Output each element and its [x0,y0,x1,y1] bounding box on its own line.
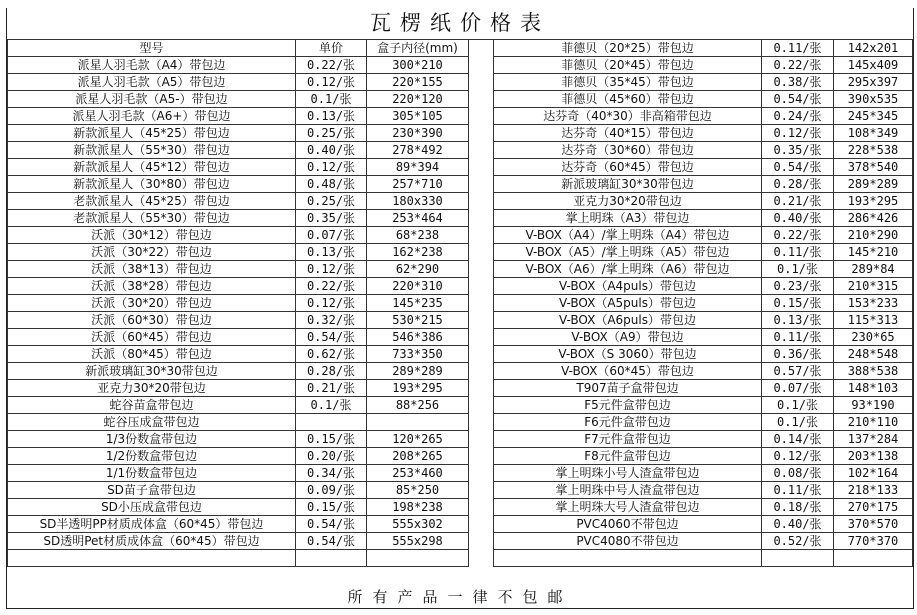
right-price-cell [762,550,834,567]
left-size-cell: 253*464 [367,210,469,227]
left-price-cell: 0.15/张 [296,499,367,516]
column-gap [469,108,494,125]
right-price-cell: 0.08/张 [762,465,834,482]
right-size-cell: 93*190 [834,397,913,414]
right-model-cell: PVC4080不带包边 [494,533,762,550]
column-gap [469,516,494,533]
right-price-cell: 0.21/张 [762,193,834,210]
right-size-cell: 770*370 [834,533,913,550]
header-size-left: 盒子内径(mm) [367,40,469,57]
table-row [8,295,913,312]
right-size-cell: 228*538 [834,142,913,159]
left-price-cell: 0.09/张 [296,482,367,499]
right-size-cell: 286*426 [834,210,913,227]
column-gap [469,176,494,193]
right-price-cell: 0.12/张 [762,448,834,465]
table-row [8,346,913,363]
table-row [8,312,913,329]
right-size-cell [834,550,913,567]
right-model-cell: 达芬奇（40*15）带包边 [494,125,762,142]
left-model-cell: SD小压成盒带包边 [8,499,296,516]
left-price-cell: 0.32/张 [296,312,367,329]
right-model-cell: F5元件盒带包边 [494,397,762,414]
right-size-cell: 142x201 [834,40,913,57]
table-row [8,465,913,482]
left-size-cell: 89*394 [367,159,469,176]
table-row [8,482,913,499]
table-row [8,91,913,108]
right-size-cell: 210*290 [834,227,913,244]
left-size-cell [367,550,469,567]
right-model-cell: 菲德贝（20*45）带包边 [494,57,762,74]
left-size-cell: 68*238 [367,227,469,244]
table-row [8,533,913,550]
column-gap [469,550,494,567]
right-size-cell: 153*233 [834,295,913,312]
column-gap [469,91,494,108]
right-model-cell: F6元件盒带包边 [494,414,762,431]
column-gap [469,261,494,278]
right-model-cell: V-BOX（S 3060）带包边 [494,346,762,363]
left-size-cell: 85*250 [367,482,469,499]
left-size-cell: 305*105 [367,108,469,125]
table-row [8,380,913,397]
column-gap [469,227,494,244]
left-size-cell: 62*290 [367,261,469,278]
left-price-cell: 0.48/张 [296,176,367,193]
table-row [8,193,913,210]
right-model-cell: 达芬奇（30*60）带包边 [494,142,762,159]
right-size-cell: 115*313 [834,312,913,329]
right-price-cell: 0.1/张 [762,261,834,278]
right-price-cell: 0.24/张 [762,108,834,125]
table-row [8,397,913,414]
column-gap [469,380,494,397]
left-size-cell: 253*460 [367,465,469,482]
header-row [8,40,913,57]
right-size-cell: 203*138 [834,448,913,465]
column-gap [469,210,494,227]
left-size-cell: 300*210 [367,57,469,74]
column-gap [469,57,494,74]
table-row [8,329,913,346]
right-size-cell: 390x535 [834,91,913,108]
left-price-cell: 0.12/张 [296,159,367,176]
left-price-cell: 0.35/张 [296,210,367,227]
right-model-cell: 掌上明珠（A3）带包边 [494,210,762,227]
left-size-cell: 230*390 [367,125,469,142]
left-price-cell: 0.13/张 [296,244,367,261]
left-model-cell: 沃派（30*22）带包边 [8,244,296,261]
column-gap [469,295,494,312]
right-size-cell: 388*538 [834,363,913,380]
column-gap [469,74,494,91]
right-price-cell: 0.07/张 [762,380,834,397]
table-row [8,414,913,431]
right-model-cell: 菲德贝（45*60）带包边 [494,91,762,108]
left-price-cell [296,550,367,567]
right-model-cell: 菲德贝（35*45）带包边 [494,74,762,91]
table-row [8,499,913,516]
left-model-cell: 派星人羽毛款（A6+）带包边 [8,108,296,125]
left-model-cell: 沃派（38*13）带包边 [8,261,296,278]
left-price-cell: 0.21/张 [296,380,367,397]
table-row [8,431,913,448]
left-model-cell: 亚克力30*20带包边 [8,380,296,397]
left-size-cell: 198*238 [367,499,469,516]
column-gap [469,329,494,346]
left-model-cell: 老款派星人（45*25）带包边 [8,193,296,210]
column-gap [469,397,494,414]
left-price-cell: 0.54/张 [296,533,367,550]
right-price-cell: 0.52/张 [762,533,834,550]
price-table [7,39,913,567]
left-model-cell: 蛇谷压成盒带包边 [8,414,296,431]
right-price-cell: 0.23/张 [762,278,834,295]
right-size-cell: 210*315 [834,278,913,295]
column-gap [469,40,494,57]
right-model-cell: 掌上明珠小号人渣盒带包边 [494,465,762,482]
left-model-cell: 新派玻璃缸30*30带包边 [8,363,296,380]
right-size-cell: 210*110 [834,414,913,431]
left-size-cell: 220*310 [367,278,469,295]
left-size-cell: 193*295 [367,380,469,397]
right-size-cell: 295x397 [834,74,913,91]
right-price-cell: 0.14/张 [762,431,834,448]
column-gap [469,363,494,380]
right-model-cell: 达芬奇（60*45）带包边 [494,159,762,176]
right-price-cell: 0.28/张 [762,176,834,193]
table-row [8,227,913,244]
price-sheet [6,8,914,609]
right-price-cell: 0.11/张 [762,482,834,499]
table-row [8,448,913,465]
right-price-cell: 0.13/张 [762,312,834,329]
right-price-cell: 0.22/张 [762,227,834,244]
right-price-cell: 0.11/张 [762,329,834,346]
right-model-cell: 掌上明珠大号人渣盒带包边 [494,499,762,516]
right-price-cell: 0.12/张 [762,125,834,142]
left-price-cell: 0.1/张 [296,91,367,108]
table-row [8,159,913,176]
column-gap [469,448,494,465]
column-gap [469,482,494,499]
left-size-cell: 555x298 [367,533,469,550]
left-model-cell: 沃派（30*20）带包边 [8,295,296,312]
left-model-cell: 派星人羽毛款（A4）带包边 [8,57,296,74]
column-gap [469,533,494,550]
table-row [8,516,913,533]
table-row [8,125,913,142]
right-size-cell: 193*295 [834,193,913,210]
left-model-cell: 新款派星人（55*30）带包边 [8,142,296,159]
right-model-cell: 新派玻璃缸30*30带包边 [494,176,762,193]
right-model-cell: V-BOX（A9）带包边 [494,329,762,346]
left-model-cell: 蛇谷苗盒带包边 [8,397,296,414]
column-gap [469,193,494,210]
left-model-cell: 沃派（38*28）带包边 [8,278,296,295]
right-size-cell: 378*540 [834,159,913,176]
left-model-cell: 老款派星人（55*30）带包边 [8,210,296,227]
left-price-cell: 0.12/张 [296,295,367,312]
sheet-title: 瓦楞纸价格表 [370,11,550,35]
right-size-cell: 137*284 [834,431,913,448]
right-price-cell: 0.15/张 [762,295,834,312]
table-row [8,142,913,159]
table-row [8,210,913,227]
right-size-cell: 245*345 [834,108,913,125]
right-model-cell: V-BOX（A6）/掌上明珠（A6）带包边 [494,261,762,278]
left-size-cell [367,414,469,431]
left-price-cell: 0.20/张 [296,448,367,465]
left-price-cell: 0.54/张 [296,329,367,346]
left-size-cell: 120*265 [367,431,469,448]
right-model-cell: V-BOX（A6puls）带包边 [494,312,762,329]
footer-note: 所有产品一律不包邮 [347,588,573,606]
left-model-cell: SD苗子盒带包边 [8,482,296,499]
column-gap [469,346,494,363]
right-price-cell: 0.11/张 [762,244,834,261]
left-model-cell: 沃派（60*30）带包边 [8,312,296,329]
left-price-cell: 0.25/张 [296,193,367,210]
right-model-cell: 菲德贝（20*25）带包边 [494,40,762,57]
table-row [8,550,913,567]
right-price-cell: 0.18/张 [762,499,834,516]
left-price-cell: 0.12/张 [296,261,367,278]
left-size-cell: 220*155 [367,74,469,91]
left-price-cell: 0.12/张 [296,74,367,91]
left-size-cell: 289*289 [367,363,469,380]
table-row [8,244,913,261]
right-size-cell: 102*164 [834,465,913,482]
right-model-cell: T907苗子盒带包边 [494,380,762,397]
column-gap [469,312,494,329]
right-price-cell: 0.1/张 [762,414,834,431]
left-price-cell: 0.22/张 [296,278,367,295]
column-gap [469,278,494,295]
right-model-cell: 掌上明珠中号人渣盒带包边 [494,482,762,499]
header-price-left: 单价 [296,40,367,57]
left-model-cell: 1/2份数盒带包边 [8,448,296,465]
left-size-cell: 180x330 [367,193,469,210]
left-price-cell: 0.13/张 [296,108,367,125]
right-size-cell: 370*570 [834,516,913,533]
table-row [8,363,913,380]
right-price-cell: 0.40/张 [762,210,834,227]
left-size-cell: 530*215 [367,312,469,329]
left-size-cell: 162*238 [367,244,469,261]
right-model-cell: PVC4060不带包边 [494,516,762,533]
right-price-cell: 0.40/张 [762,516,834,533]
header-model-left: 型号 [8,40,296,57]
table-row [8,176,913,193]
column-gap [469,465,494,482]
left-size-cell: 88*256 [367,397,469,414]
left-price-cell: 0.40/张 [296,142,367,159]
column-gap [469,125,494,142]
column-gap [469,431,494,448]
left-size-cell: 257*710 [367,176,469,193]
right-model-cell: 达芬奇（40*30）非高箱带包边 [494,108,762,125]
right-model-cell: V-BOX（A5puls）带包边 [494,295,762,312]
right-price-cell: 0.54/张 [762,91,834,108]
right-price-cell: 0.35/张 [762,142,834,159]
right-model-cell: V-BOX（A4puls）带包边 [494,278,762,295]
right-price-cell: 0.38/张 [762,74,834,91]
column-gap [469,499,494,516]
left-size-cell: 733*350 [367,346,469,363]
right-size-cell: 145*210 [834,244,913,261]
table-row [8,278,913,295]
left-model-cell: 1/3份数盒带包边 [8,431,296,448]
right-size-cell: 145x409 [834,57,913,74]
right-price-cell: 0.57/张 [762,363,834,380]
left-price-cell: 0.1/张 [296,397,367,414]
table-row [8,74,913,91]
left-price-cell [296,414,367,431]
right-model-cell: F7元件盒带包边 [494,431,762,448]
left-model-cell: SD透明Pet材质成体盒（60*45）带包边 [8,533,296,550]
right-size-cell: 108*349 [834,125,913,142]
left-model-cell: 沃派（80*45）带包边 [8,346,296,363]
left-price-cell: 0.07/张 [296,227,367,244]
left-size-cell: 546*386 [367,329,469,346]
right-size-cell: 289*289 [834,176,913,193]
column-gap [469,159,494,176]
left-price-cell: 0.34/张 [296,465,367,482]
right-model-cell: V-BOX（A4）/掌上明珠（A4）带包边 [494,227,762,244]
left-price-cell: 0.62/张 [296,346,367,363]
left-size-cell: 278*492 [367,142,469,159]
right-model-cell: 亚克力30*20带包边 [494,193,762,210]
left-model-cell: 新款派星人（45*25）带包边 [8,125,296,142]
right-model-cell: F8元件盒带包边 [494,448,762,465]
right-price-cell: 0.11/张 [762,40,834,57]
left-size-cell: 220*120 [367,91,469,108]
left-model-cell: 派星人羽毛款（A5-）带包边 [8,91,296,108]
right-model-cell: V-BOX（A5）/掌上明珠（A5）带包边 [494,244,762,261]
left-price-cell: 0.15/张 [296,431,367,448]
left-model-cell: 新款派星人（45*12）带包边 [8,159,296,176]
right-price-cell: 0.36/张 [762,346,834,363]
left-model-cell: 沃派（60*45）带包边 [8,329,296,346]
left-price-cell: 0.54/张 [296,516,367,533]
right-model-cell [494,550,762,567]
right-model-cell: V-BOX（60*45）带包边 [494,363,762,380]
right-price-cell: 0.54/张 [762,159,834,176]
table-row [8,261,913,278]
right-size-cell: 218*133 [834,482,913,499]
column-gap [469,414,494,431]
left-price-cell: 0.25/张 [296,125,367,142]
right-size-cell: 248*548 [834,346,913,363]
left-model-cell: 1/1份数盒带包边 [8,465,296,482]
right-size-cell: 148*103 [834,380,913,397]
right-size-cell: 270*175 [834,499,913,516]
table-row [8,108,913,125]
right-price-cell: 0.1/张 [762,397,834,414]
right-size-cell: 230*65 [834,329,913,346]
left-model-cell: SD半透明PP材质成体盒（60*45）带包边 [8,516,296,533]
column-gap [469,244,494,261]
left-price-cell: 0.28/张 [296,363,367,380]
left-model-cell: 新款派星人（30*80）带包边 [8,176,296,193]
price-table-container [7,39,913,567]
left-size-cell: 145*235 [367,295,469,312]
left-size-cell: 555x302 [367,516,469,533]
left-price-cell: 0.22/张 [296,57,367,74]
left-model-cell: 沃派（30*12）带包边 [8,227,296,244]
table-row [8,57,913,74]
left-model-cell [8,550,296,567]
left-model-cell: 派星人羽毛款（A5）带包边 [8,74,296,91]
left-size-cell: 208*265 [367,448,469,465]
right-price-cell: 0.22/张 [762,57,834,74]
right-size-cell: 289*84 [834,261,913,278]
column-gap [469,142,494,159]
